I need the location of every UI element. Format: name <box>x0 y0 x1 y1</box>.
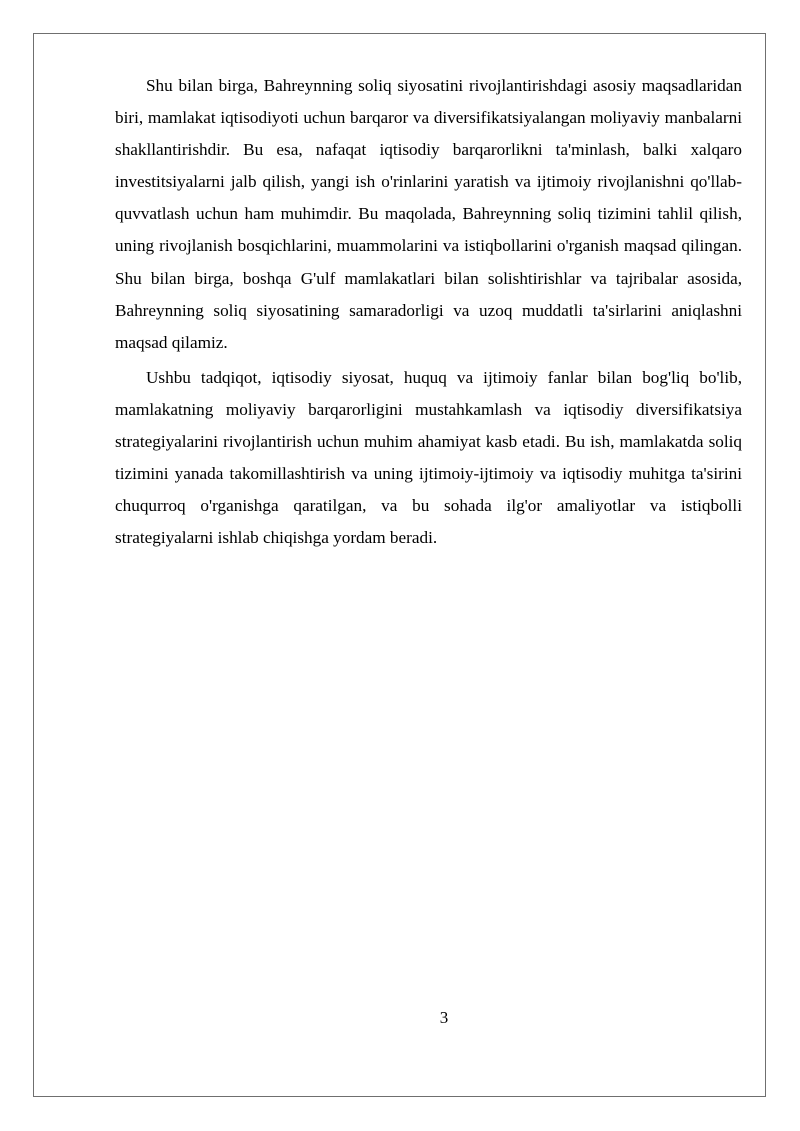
paragraph-2: Ushbu tadqiqot, iqtisodiy siyosat, huquq va ijtimoiy fanlar bilan bog'liq bo'lib, mamlakatning moliyaviy barqarorligini mustahkamlash va iqtisodiy diversifikatsiya strategiyalarini rivojlantirish uchun muhim ahamiyat kasb etadi. Bu ish, mamlakatda soliq tizimini yanada takomillashtirish va uning ijtimoiy-ijtimoiy va iqtisodiy muhitga ta'sirini chuqurroq o'rganishga qaratilgan, va bu sohada ilg'or amaliyotlar va istiqbolli strategiyalarni ishlab chiqishga yordam beradi. <box>115 367 742 548</box>
page-number: 3 <box>439 1008 449 1027</box>
document-body <box>115 70 742 557</box>
paragraph-1: Shu bilan birga, Bahreynning soliq siyosatini rivojlantirishdagi asosiy maqsadlaridan biri, mamlakat iqtisodiyoti uchun barqaror va diversifikatsiyalangan moliyaviy manbalarni shakllantirishdir. Bu esa, nafaqat iqtisodiy barqarorlikni ta'minlash, balki xalqaro investitsiyalarni jalb qilish, yangi ish o'rinlarini yaratish va ijtimoiy rivojlanishni qo'llab-quvvatlash uchun ham muhimdir. Bu maqolada, Bahreynning soliq tizimini tahlil qilish, uning rivojlanish bosqichlarini, muammolarini va istiqbollarini o'rganish maqsad qilingan. Shu bilan birga, boshqa G'ulf mamlakatlari bilan solishtirishlar va tajribalar asosida, Bahreynning soliq siyosatining samaradorligi va uzoq muddatli ta'sirlarini aniqlashni maqsad qilamiz. <box>115 76 742 352</box>
